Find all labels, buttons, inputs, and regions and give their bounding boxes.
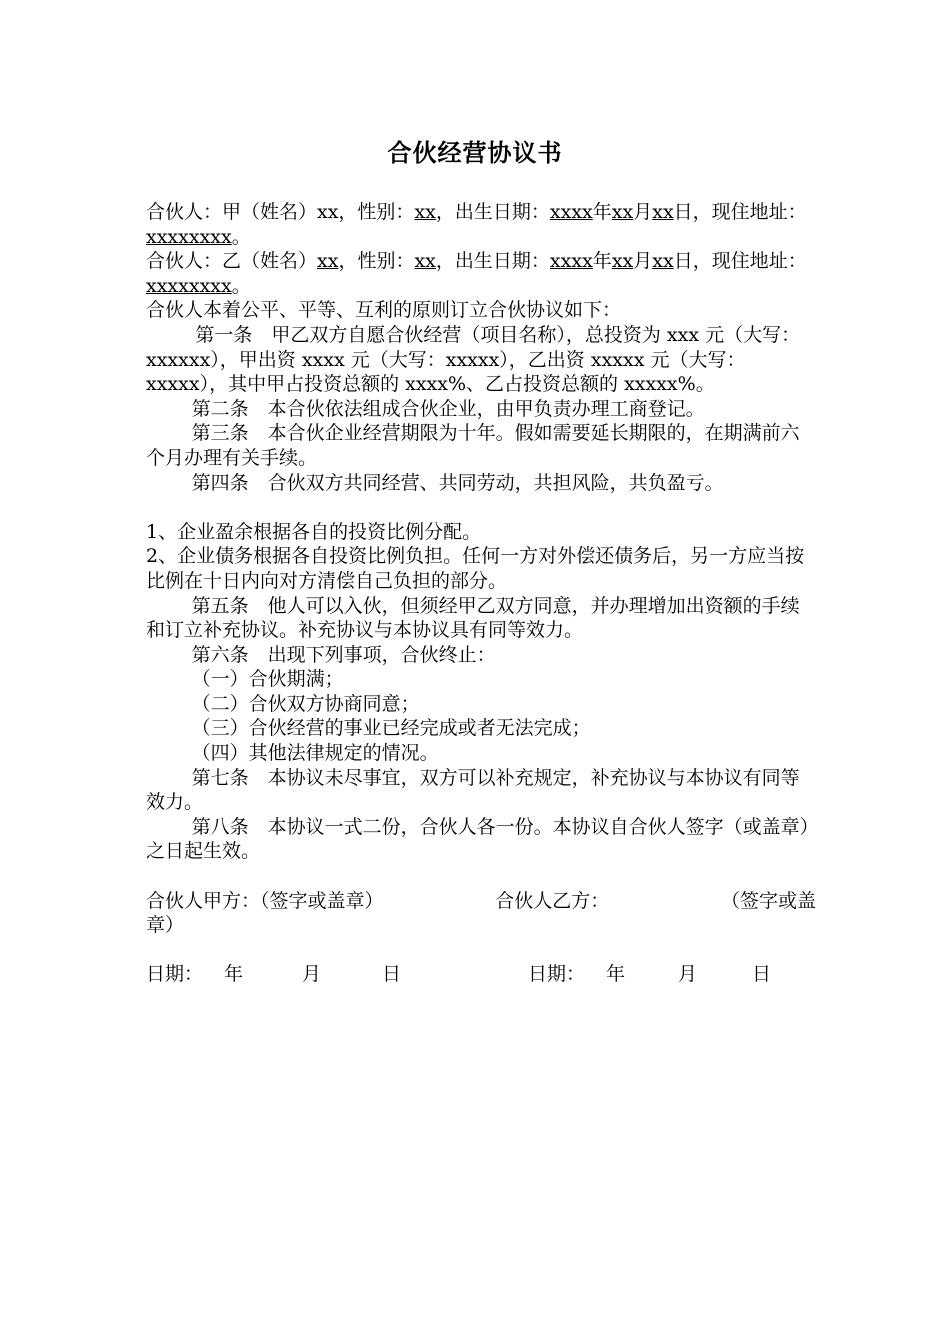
party-b-signature-label: 合伙人乙方：: [495, 889, 610, 912]
termination-item: （四）其他法律规定的情况。: [191, 742, 439, 765]
document-body: [146, 200, 816, 987]
preamble: 合伙人本着公平、平等、互利的原则订立合伙协议如下：: [146, 299, 622, 322]
party-b-birth-year: xxxx: [549, 250, 593, 273]
article-2: 第二条 本合伙依法组成合伙企业，由甲负责办理工商登记。: [191, 397, 705, 420]
article-6: 第六条 出现下列事项，合伙终止：: [191, 643, 496, 666]
date-month-b: 月: [678, 963, 698, 986]
party-b-text: 月: [633, 250, 653, 273]
article-3: 第三条 本合伙企业经营期限为十年。假如需要延长期限的，在期满前六个月办理有关手续。: [146, 422, 800, 469]
party-a-text: 。: [231, 225, 251, 248]
party-b-text: 年: [592, 250, 612, 273]
party-a-birth-month: xx: [611, 201, 634, 223]
party-a-birth-year: xxxx: [549, 201, 593, 223]
article-5: 第五条 他人可以入伙，但须经甲乙双方同意，并办理增加出资额的手续和订立补充协议。补充协议与本协议具有同等效力。: [146, 594, 800, 642]
party-b-text: ，出生日期：: [435, 250, 550, 273]
list-item-2: 2、企业债务根据各自投资比例负担。任何一方对外偿还债务后，另一方应当按比例在十日内向对方清偿自己负担的部分。: [146, 545, 805, 592]
date-day-a: 日: [382, 963, 402, 986]
party-a-text: 年: [592, 201, 612, 223]
party-b-text: 。: [231, 274, 251, 297]
signature-block: [146, 889, 816, 938]
date-year-b: 年: [606, 963, 626, 986]
date-day-b: 日: [752, 963, 772, 986]
termination-item: （三）合伙经营的事业已经完成或者无法完成；: [191, 717, 591, 740]
party-b-text: 日，现住地址：: [673, 250, 807, 273]
date-label-b: 日期：: [528, 963, 586, 986]
party-a-text: ，出生日期：: [435, 201, 550, 223]
party-b-prefix: 合伙人：乙（姓名）: [146, 250, 318, 273]
document-title: 合伙经营协议书: [387, 139, 563, 167]
article-8: 第八条 本协议一式二份，合伙人各一份。本协议自合伙人签字（或盖章）之日起生效。: [146, 815, 810, 863]
signature-wrap: 章）: [146, 914, 185, 937]
spacer: [146, 495, 816, 520]
party-a-text: 月: [633, 201, 653, 223]
party-a-signature: 合伙人甲方：（签字或盖章）: [146, 889, 384, 912]
list-item-1: 1、企业盈余根据各自的投资比例分配。: [146, 520, 482, 543]
party-b-name: xx: [317, 250, 339, 273]
party-a-prefix: 合伙人：甲（姓名）xx，性别：: [146, 201, 415, 223]
party-a-birth-day: xx: [652, 201, 674, 223]
date-month-a: 月: [302, 963, 322, 986]
party-a-address: xxxxxxxx: [146, 225, 232, 248]
date-row: [146, 962, 816, 987]
date-year-a: 年: [224, 963, 244, 986]
party-a-gender: xx: [414, 201, 436, 223]
party-a-text: 日，现住地址：: [673, 201, 807, 223]
party-b-signature-hint: （签字或盖: [720, 889, 816, 912]
article-4: 第四条 合伙双方共同经营、共同劳动，共担风险，共负盈亏。: [191, 471, 724, 494]
party-b-birth-day: xx: [652, 250, 674, 273]
article-7: 第七条 本协议未尽事宜，双方可以补充规定，补充协议与本协议有同等效力。: [146, 766, 800, 814]
article-1: 第一条 甲乙双方自愿合伙经营（项目名称），总投资为 xxx 元（大写：xxxxxx），甲出资 xxxx 元（大写：xxxxx），乙出资 xxxxx 元（大写：xxxxx），其中甲占投资总额的 xxxx%、乙占投资总额的 xxxxx%。: [146, 323, 801, 396]
party-a-info: [146, 200, 816, 249]
party-b-address: xxxxxxxx: [146, 274, 232, 297]
termination-item: （一）合伙期满；: [191, 668, 344, 691]
party-b-gender: xx: [414, 250, 436, 273]
date-label-a: 日期：: [146, 963, 204, 986]
party-b-birth-month: xx: [611, 250, 634, 273]
party-b-text: ，性别：: [338, 250, 415, 273]
signature-row: [146, 889, 816, 914]
party-b-info: [146, 249, 816, 298]
spacer: [146, 864, 816, 889]
spacer: [146, 938, 816, 963]
termination-item: （二）合伙双方协商同意；: [191, 692, 420, 715]
